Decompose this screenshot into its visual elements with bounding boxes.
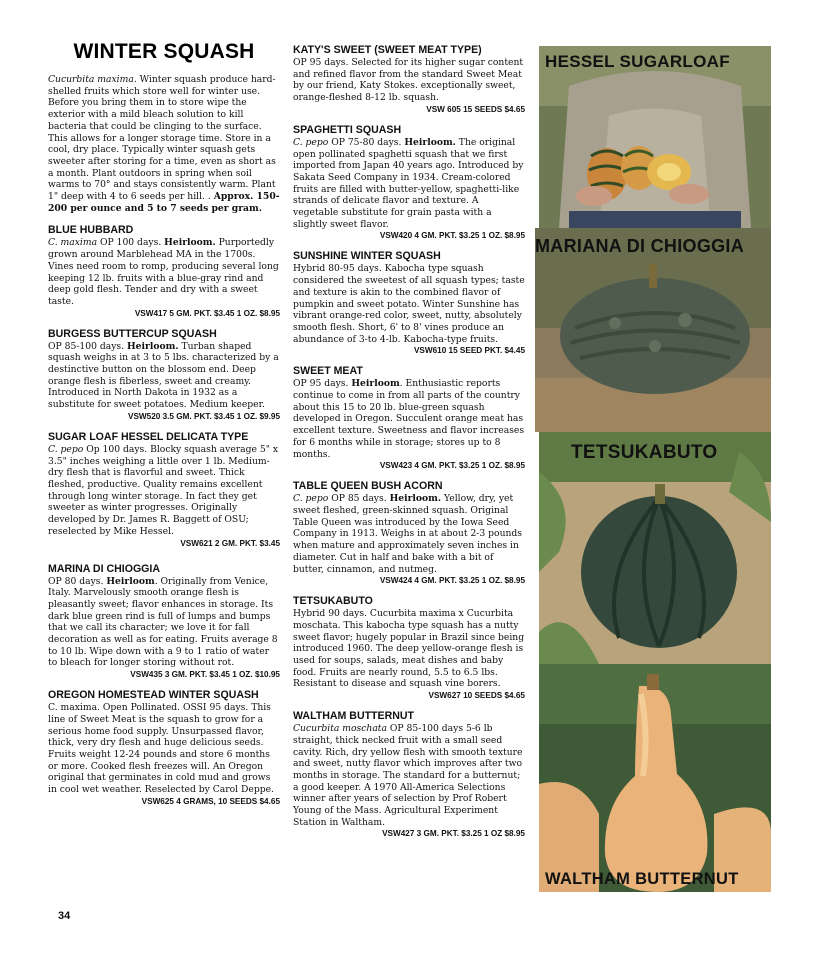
butternut-squash-photo (539, 664, 771, 892)
product-name: KATY'S SWEET (SWEET MEAT TYPE) (293, 44, 482, 56)
product-entry-burgess-buttercup (48, 328, 280, 422)
middle-column (293, 44, 525, 848)
product-name: OREGON HOMESTEAD WINTER SQUASH (48, 689, 259, 702)
product-name: TETSUKABUTO (293, 595, 373, 608)
intro-text: . Winter squash produce hard-shelled fruits which store well for winter use. Before you bring them in to store wipe the exterior with a mild bleach solution to kill bacteria that could be clinging to the surface. This allows for a longer storage time. Store in a cool, dry place. Typically winter squash gets sweeter after storing for a time, even as short as a month. Plant outdoors in spring when soil warms to 70° and stays consistently warm. Plant 1" deep with 4 to 6 seeds per hill. . (48, 74, 276, 203)
squash-in-hands-photo (539, 46, 771, 228)
page-title: WINTER SQUASH (73, 40, 255, 63)
product-name: SUNSHINE WINTER SQUASH (293, 250, 441, 263)
product-name: SUGAR LOAF HESSEL DELICATA TYPE (48, 430, 249, 443)
product-price-line: VSW 605 15 SEEDS $4.65 (426, 104, 525, 114)
product-description: Hybrid 80-95 days. Kabocha type squash considered the sweetest of all squash types; taste and texture is akin to the combined flavor of pumpkin and sweet potato. Winter Sunshine has vibrant orange-red color, sweet, nutty, absolutely smooth flesh. Short, 6' to 8' vines produce an abundance of 3-to 4-lb. Kabocha-type fruits. (293, 263, 525, 345)
photo-caption: WALTHAM BUTTERNUT (545, 870, 739, 888)
intro-lead: Cucurbita maxima (48, 74, 134, 85)
photo-caption: TETSUKABUTO (571, 442, 718, 463)
product-description: Hybrid 90 days. Cucurbita maxima x Cucurbita moschata. This kabocha type squash has a nutty sweet flavor; hugely popular in Brazil since being introduced 1960. The deep yellow-orange flesh is used for soups, salads, meat dishes and baby food. Fruits are nearly round, 5.5 to 6.5 lbs. Resistant to disease and squash vine borers. (293, 608, 525, 690)
product-description: OP 80 days. Heirloom. Originally from Venice, Italy. Marvelously smooth orange flesh is pleasantly sweet; flavor enhances in storage. Its dark blue green rind is full of lumps and bumps that we call its character; we love it for fall decoration as well as for eating. Fruits average 8 to 10 lb. Wipe down with a 9 to 1 ratio of water to bleach for longer storing without rot. (48, 575, 278, 669)
photo-caption: HESSEL SUGARLOAF (545, 52, 730, 71)
product-entry-tetsukabuto (293, 595, 525, 701)
product-price-line: VSW417 5 GM. PKT. $3.45 1 OZ. $8.95 (134, 308, 280, 318)
product-entry-sugar-loaf-hessel (48, 431, 280, 549)
intro-paragraph (48, 74, 280, 214)
dark-green-squash-photo (539, 432, 771, 664)
product-description: C. pepo OP 85 days. Heirloom. Yellow, dry, yet sweet fleshed, green-skinned squash. Original Table Queen was introduced by the Iowa Seed Company in 1913. Weighs in at about 2-3 pounds when mature and approximately seven inches in diameter. Cut in half and bake with a bit of butter, cinnamon, and nutmeg. (293, 493, 523, 575)
product-name: SWEET MEAT (293, 365, 363, 378)
product-entry-oregon-homestead (48, 689, 280, 807)
product-entry-blue-hubbard (48, 224, 280, 318)
product-name: BURGESS BUTTERCUP SQUASH (48, 327, 217, 340)
product-price-line: VSW621 2 GM. PKT. $3.45 (180, 538, 280, 548)
product-name: MARINA DI CHIOGGIA (48, 562, 161, 575)
product-description: C. maxima. Open Pollinated. OSSI 95 days. This line of Sweet Meat is the squash to grow for a serious home food supply. Unsurpassed flavor, thick, very dry flesh and huge delicious seeds. Fruits weight 12-24 pounds and store 6 months or more. Cooked flesh freezes will. An Oregon original that germinates in cold mud and grows in cool wet weather. Reselected by Carol Deppe. (48, 702, 274, 796)
intro-seed-count: Approx. 150-200 per ounce and 5 to 7 seeds per gram. (48, 191, 280, 214)
product-price-line: VSW420 4 GM. PKT. $3.25 1 OZ. $8.95 (379, 231, 525, 241)
product-description: C. pepo OP 75-80 days. Heirloom. The original open pollinated spaghetti squash that we first imported from Japan 40 years ago. Introduced by Sakata Seed Company in 1934. Cream-colored fruits are filled with butter-yellow, spaghetti-like strands of delicate flavor and texture. A vegetable substitute for grain pasta with a slightly sweet flavor. (293, 136, 524, 230)
product-price-line: VSW423 4 GM. PKT. $3.25 1 OZ. $8.95 (379, 461, 525, 471)
product-price-line: VSW424 4 GM. PKT. $3.25 1 OZ. $8.95 (379, 576, 525, 586)
product-description: OP 95 days. Selected for its higher sugar content and refined flavor from the standard Sweet Meat by our friend, Katy Stokes. exceptionally sweet, orange-fleshed 8-12 lb. squash. (293, 57, 524, 104)
photo-caption: MARIANA DI CHIOGGIA (535, 236, 745, 256)
bumpy-green-squash-photo (535, 228, 771, 432)
product-price-line: VSW520 3.5 GM. PKT. $3.45 1 OZ. $9.95 (128, 411, 280, 421)
product-price-line: VSW610 15 SEED PKT. $4.45 (413, 346, 525, 356)
left-column (48, 40, 280, 816)
page-number: 34 (58, 910, 71, 922)
product-name: WALTHAM BUTTERNUT (293, 710, 415, 723)
product-description: C. maxima OP 100 days. Heirloom. Purportedly grown around Marblehead MA in the 1700s. Vines need room to romp, producing several long keeping 12 lb. fruits with a blue-gray rind and deep gold flesh. Tender and dry with a sweet taste. (48, 237, 279, 307)
product-entry-spaghetti-squash (293, 124, 525, 242)
product-entry-waltham-butternut (293, 710, 525, 839)
product-description: OP 85-100 days. Heirloom. Turban shaped squash weighs in at 3 to 5 lbs. characterized by a destinctive button on the blossom end. Deep orange flesh is fiberless, sweet and creamy. Introduced in North Dakota in 1932 as a substitute for sweet potatoes. Medium keeper. (48, 340, 279, 411)
product-description: OP 95 days. Heirloom. Enthusiastic reports continue to come in from all parts of the country about this 15 to 20 lb. blue-green squash developed in Oregon. Succulent orange meat has excellent texture. Sweetness and flavor increases for 6 months while in storage; stores up to 8 months. (293, 378, 525, 460)
product-entry-table-queen (293, 480, 525, 586)
product-price-line: VSW427 3 GM. PKT. $3.25 1 OZ $8.95 (382, 829, 525, 839)
product-price-line: VSW627 10 SEEDS $4.65 (428, 691, 525, 701)
product-name: BLUE HUBBARD (48, 224, 134, 237)
product-name: TABLE QUEEN BUSH ACORN (293, 480, 443, 493)
product-entry-sweet-meat (293, 365, 525, 471)
product-description: Cucurbita moschata OP 85-100 days 5-6 lb straight, thick necked fruit with a small seed cavity. Rich, dry yellow flesh with smooth texture and sweet, nutty flavor which improves after two months in storage. The standard for a butternut; a good keeper. A 1970 All-America Selections winner after years of selection by Prof Robert Young of the Mass. Agricultural Experiment Station in Waltham. (293, 723, 523, 828)
product-price-line: VSW625 4 GRAMS, 10 SEEDS $4.65 (141, 796, 280, 806)
product-entry-sunshine-winter (293, 250, 525, 356)
product-entry-marina-di-chioggia (48, 563, 280, 681)
product-price-line: VSW435 3 GM. PKT. $3.45 1 OZ. $10.95 (130, 670, 280, 680)
product-entry-katys-sweet (293, 44, 525, 115)
product-name: SPAGHETTI SQUASH (293, 123, 402, 136)
product-description: C. pepo Op 100 days. Blocky squash average 5" x 3.5" inches weighing a little over 1 lb. Medium-dry flesh that is flavorful and sweet. Thick fleshed, productive. Quality remains excellent through long winter storage. In fact they get sweeter as winter progresses. Originally developed by Dr. James R. Baggett of OSU; reselected by Mike Hessel. (48, 443, 279, 537)
